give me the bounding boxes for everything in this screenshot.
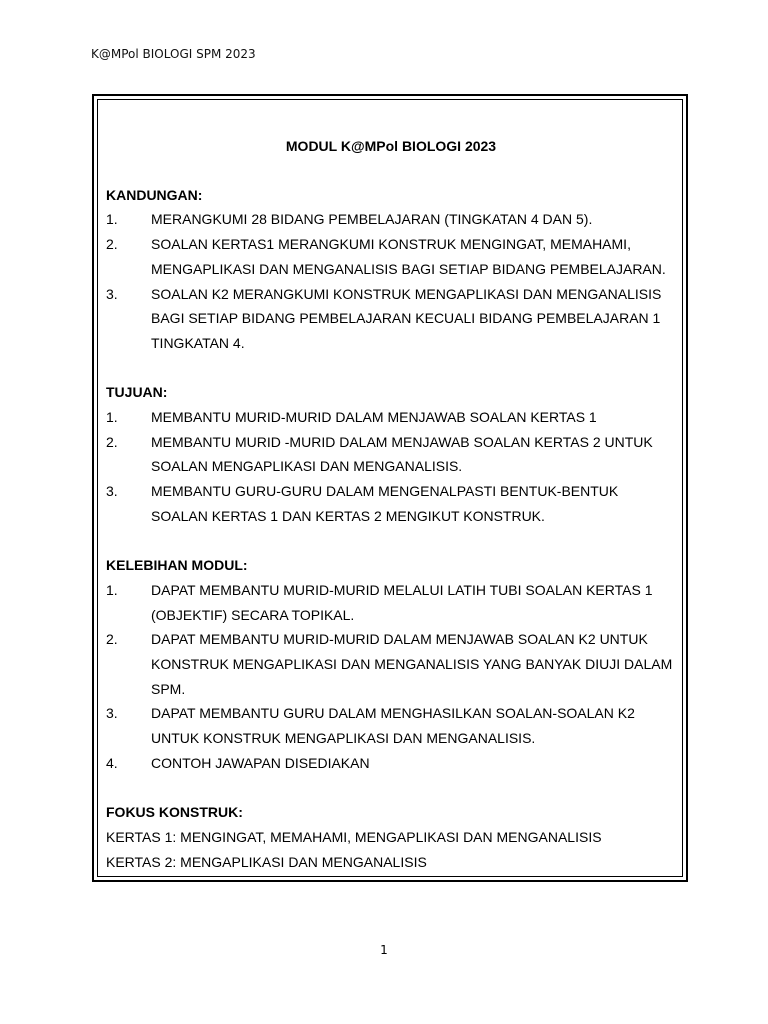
kelebihan-list — [106, 578, 676, 776]
module-content — [106, 134, 676, 874]
list-item — [106, 627, 676, 701]
list-item-number: 1. — [106, 581, 118, 598]
section-spacer — [106, 776, 676, 801]
section-spacer — [106, 356, 676, 381]
list-item-text: DAPAT MEMBANTU MURID-MURID DALAM MENJAWAB SOALAN K2 UNTUK KONSTRUK MENGAPLIKASI DAN MENGANALISIS YANG BANYAK DIUJI DALAM SPM. — [151, 631, 673, 697]
section-heading-kelebihan: KELEBIHAN MODUL: — [106, 557, 248, 574]
list-item-text: MEMBANTU MURID-MURID DALAM MENJAWAB SOALAN KERTAS 1 — [151, 409, 597, 426]
list-item — [106, 232, 676, 281]
list-item-text: SOALAN K2 MERANGKUMI KONSTRUK MENGAPLIKASI DAN MENGANALISIS BAGI SETIAP BIDANG PEMBELAJARAN KECUALI BIDANG PEMBELAJARAN 1 TINGKATAN 4. — [151, 285, 662, 351]
list-item-number: 3. — [106, 483, 118, 500]
list-item-number: 4. — [106, 754, 118, 771]
kandungan-list — [106, 207, 676, 355]
section-heading-kandungan: KANDUNGAN: — [106, 186, 203, 203]
list-item-text: SOALAN KERTAS1 MERANGKUMI KONSTRUK MENGINGAT, MEMAHAMI, MENGAPLIKASI DAN MENGANALISIS BAGI SETIAP BIDANG PEMBELAJARAN. — [151, 236, 666, 277]
section-heading-fokus: FOKUS KONSTRUK: — [106, 804, 243, 821]
list-item — [106, 479, 676, 528]
list-item — [106, 701, 676, 750]
list-item-text: DAPAT MEMBANTU MURID-MURID MELALUI LATIH TUBI SOALAN KERTAS 1 (OBJEKTIF) SECARA TOPIKAL. — [151, 581, 653, 623]
page-number: 1 — [380, 943, 388, 957]
list-item-number: 1. — [106, 211, 118, 228]
fokus-line-kertas-1: KERTAS 1: MENGINGAT, MEMAHAMI, MENGAPLIKASI DAN MENGANALISIS — [106, 828, 602, 845]
list-item-number: 2. — [106, 236, 118, 253]
module-box — [92, 94, 688, 882]
list-item-number: 3. — [106, 285, 118, 302]
tujuan-list — [106, 405, 676, 529]
list-item-number: 2. — [106, 433, 118, 450]
section-spacer — [106, 529, 676, 554]
list-item — [106, 430, 676, 479]
list-item-text: DAPAT MEMBANTU GURU DALAM MENGHASILKAN SOALAN-SOALAN K2 UNTUK KONSTRUK MENGAPLIKASI DAN MENGANALISIS. — [151, 705, 635, 747]
list-item-text: MERANGKUMI 28 BIDANG PEMBELAJARAN (TINGKATAN 4 DAN 5). — [151, 211, 593, 228]
list-item — [106, 578, 676, 627]
list-item-text: MEMBANTU GURU-GURU DALAM MENGENALPASTI BENTUK-BENTUK SOALAN KERTAS 1 DAN KERTAS 2 MENGIKUT KONSTRUK. — [151, 483, 619, 524]
module-title: MODUL K@MPol BIOLOGI 2023 — [285, 138, 497, 154]
list-item — [106, 751, 676, 776]
section-heading-tujuan: TUJUAN: — [106, 384, 168, 401]
list-item-text: CONTOH JAWAPAN DISEDIAKAN — [151, 754, 370, 771]
list-item-number: 2. — [106, 631, 118, 648]
list-item — [106, 282, 676, 356]
list-item-number: 1. — [106, 409, 118, 426]
list-item — [106, 405, 676, 430]
list-item-number: 3. — [106, 705, 118, 722]
page-header: K@MPol BIOLOGI SPM 2023 — [91, 47, 256, 61]
list-item-text: MEMBANTU MURID -MURID DALAM MENJAWAB SOALAN KERTAS 2 UNTUK SOALAN MENGAPLIKASI DAN MENGANALISIS. — [151, 433, 653, 475]
list-item — [106, 207, 676, 232]
fokus-line-kertas-2: KERTAS 2: MENGAPLIKASI DAN MENGANALISIS — [106, 853, 427, 870]
